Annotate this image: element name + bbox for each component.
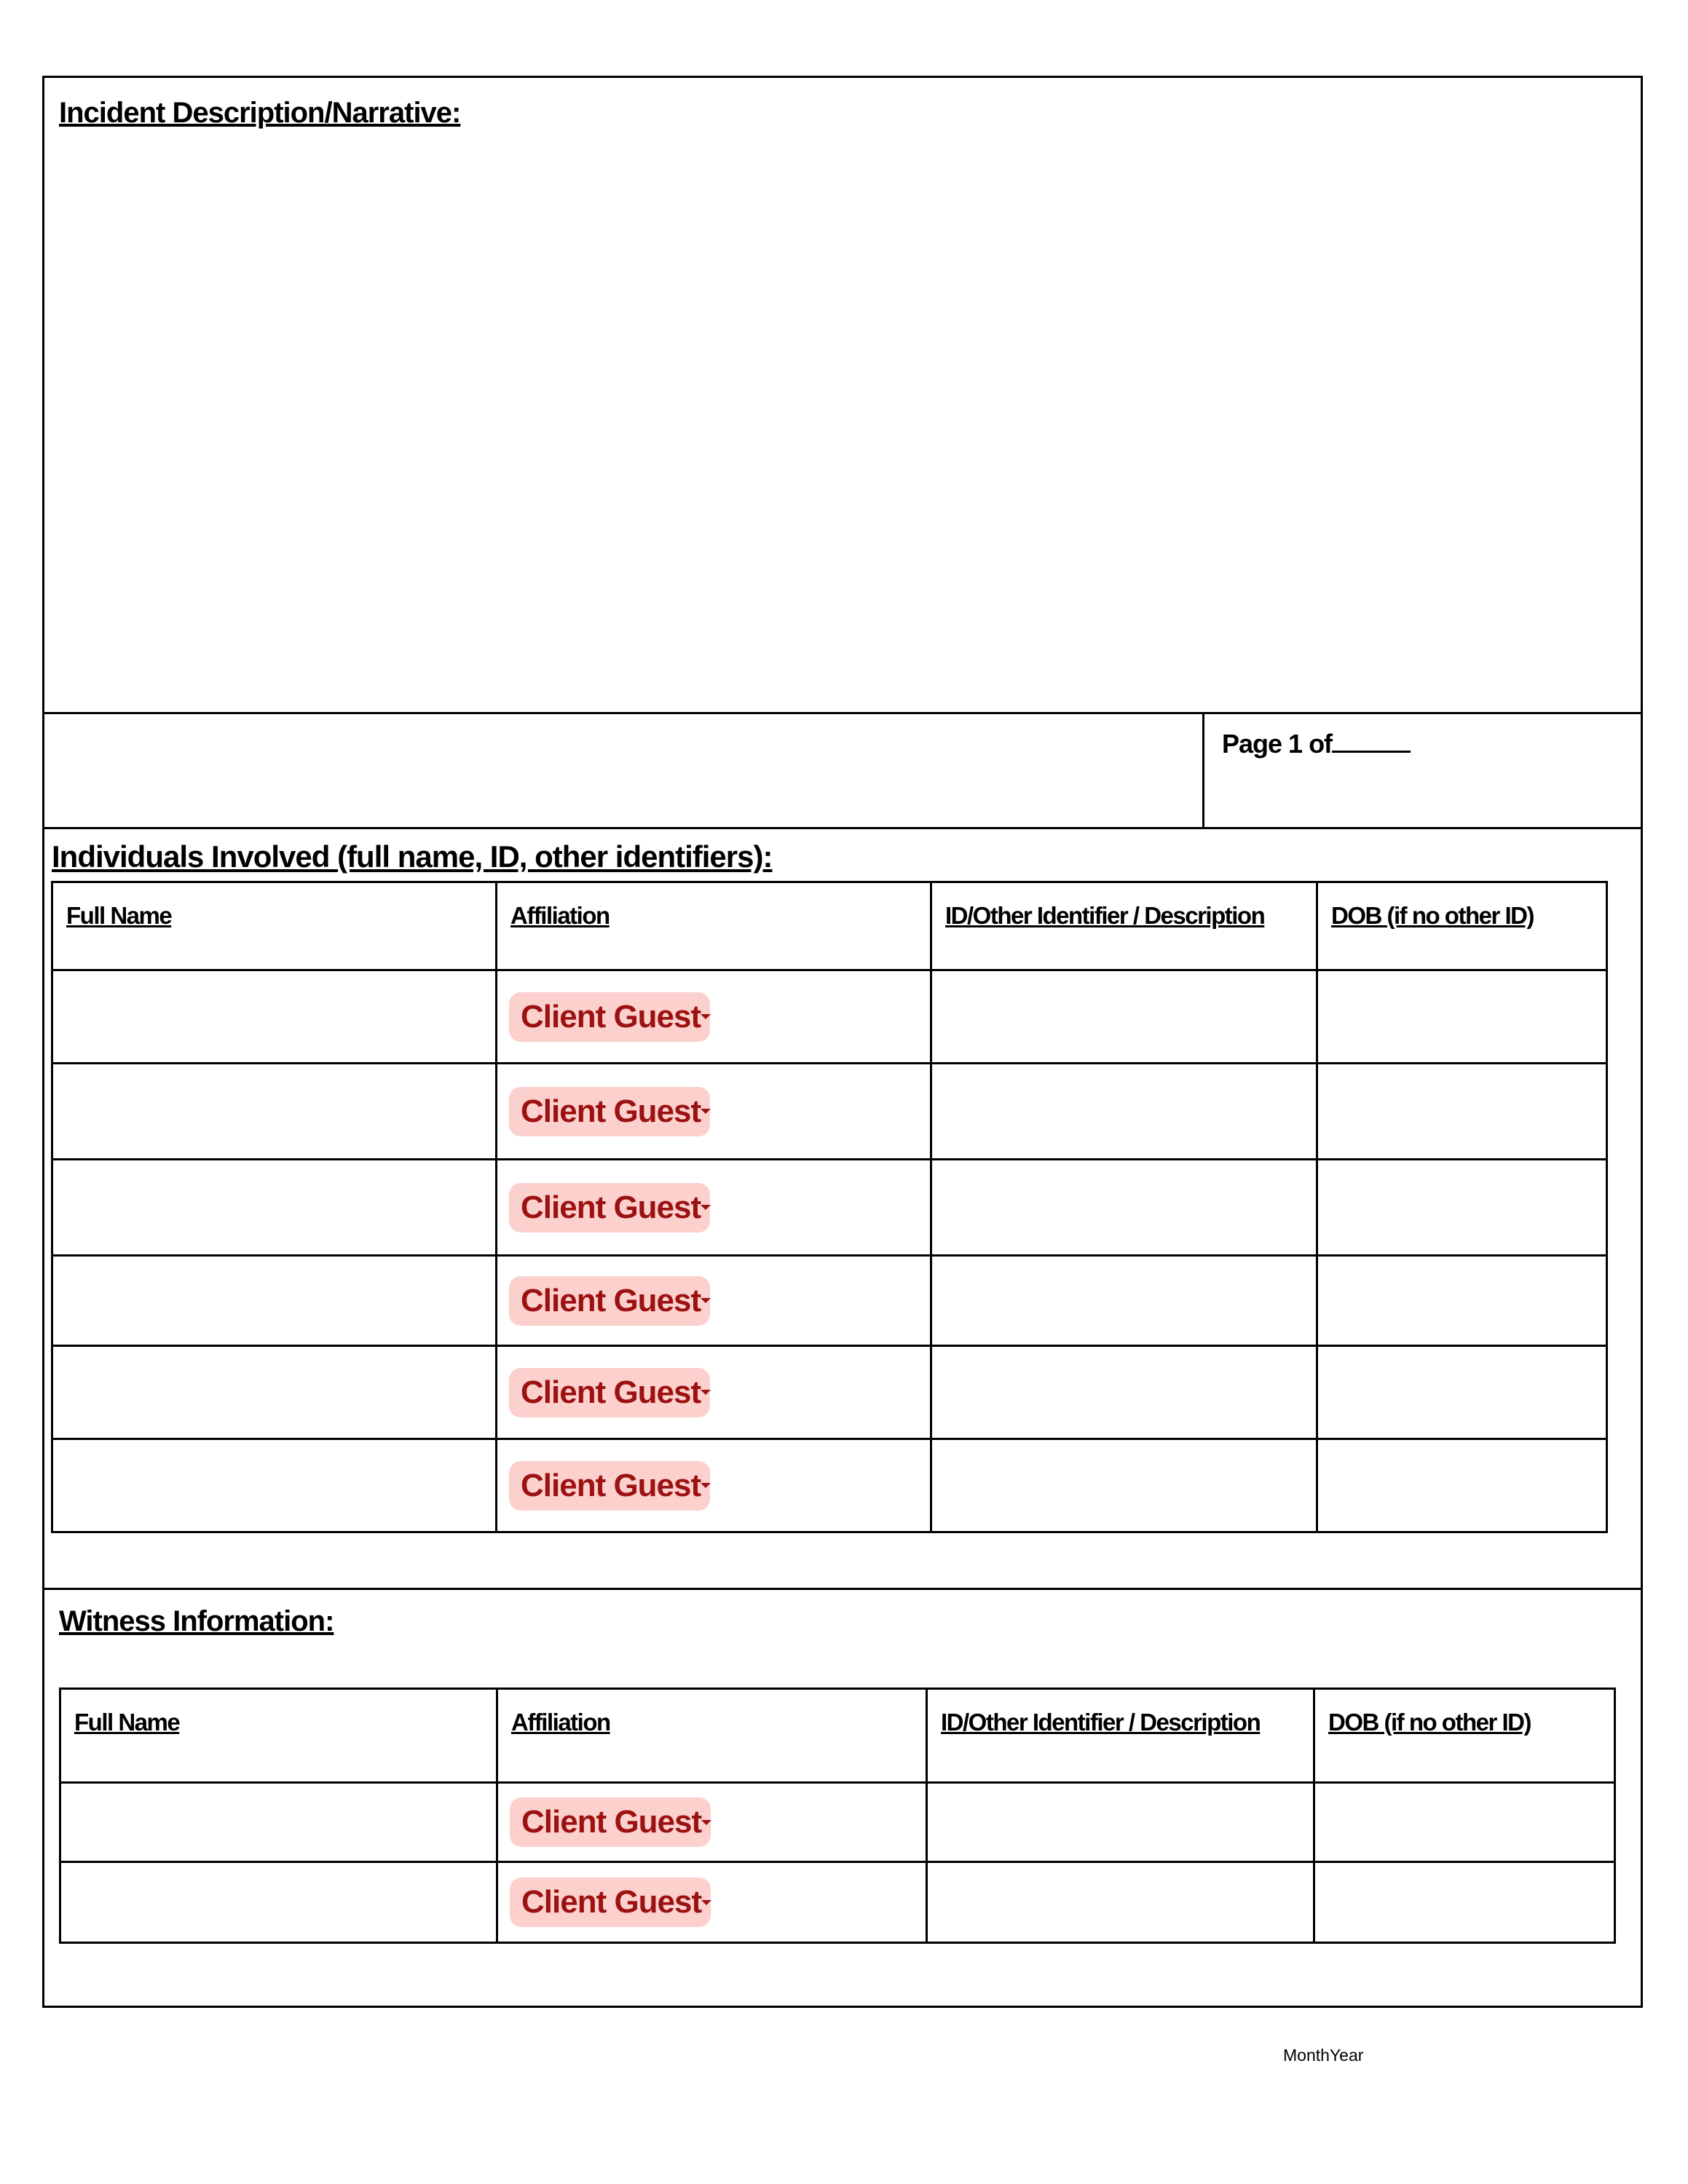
column-header-affiliation: Affiliation: [510, 902, 610, 929]
col-header-cell: [927, 1689, 1314, 1783]
dropdown-caret-icon: [701, 1205, 711, 1210]
identifier-cell[interactable]: [927, 1783, 1314, 1862]
identifier-cell[interactable]: [931, 1064, 1317, 1160]
witness-heading: Witness Information:: [59, 1605, 334, 1637]
page-number-label: Page 1 of: [1222, 729, 1411, 759]
table-header-row: [60, 1689, 1615, 1783]
full-name-cell[interactable]: [60, 1783, 497, 1862]
col-header-cell: [1314, 1689, 1615, 1783]
full-name-cell[interactable]: [52, 1439, 497, 1532]
column-header-affiliation: Affiliation: [511, 1709, 610, 1736]
affiliation-value: Client Guest: [521, 1374, 701, 1410]
table-row: [60, 1862, 1615, 1943]
dob-cell[interactable]: [1317, 1346, 1607, 1439]
full-name-cell[interactable]: [52, 1064, 497, 1160]
identifier-cell[interactable]: [931, 970, 1317, 1064]
affiliation-value: Client Guest: [521, 1189, 701, 1225]
col-header-cell: [52, 882, 497, 970]
affiliation-dropdown[interactable]: [509, 992, 710, 1042]
dropdown-caret-icon: [701, 1109, 711, 1114]
signature-area[interactable]: [44, 714, 1202, 827]
col-header-cell: [1317, 882, 1607, 970]
affiliation-cell: [497, 970, 931, 1064]
affiliation-value: Client Guest: [521, 1093, 701, 1129]
affiliation-value: Client Guest: [521, 1804, 702, 1840]
dob-cell[interactable]: [1317, 1439, 1607, 1532]
individuals-heading: Individuals Involved (full name, ID, other identifiers):: [52, 839, 773, 874]
column-header-dob: DOB (if no other ID): [1328, 1709, 1531, 1736]
affiliation-value: Client Guest: [521, 1282, 701, 1318]
affiliation-cell: [497, 1160, 931, 1256]
affiliation-value: Client Guest: [521, 998, 701, 1034]
dob-cell[interactable]: [1317, 1160, 1607, 1256]
affiliation-cell: [497, 1439, 931, 1532]
full-name-cell[interactable]: [52, 1256, 497, 1346]
individuals-bottom-divider: [44, 1588, 1641, 1590]
affiliation-dropdown[interactable]: [510, 1797, 711, 1847]
dropdown-caret-icon: [701, 1483, 711, 1488]
affiliation-dropdown[interactable]: [509, 1276, 710, 1326]
table-row: [52, 970, 1607, 1064]
table-row: [52, 1346, 1607, 1439]
affiliation-cell: [497, 1783, 927, 1862]
full-name-cell[interactable]: [60, 1862, 497, 1943]
dropdown-caret-icon: [701, 1900, 711, 1905]
page-row-bottom-divider: [44, 827, 1641, 829]
identifier-cell[interactable]: [931, 1256, 1317, 1346]
dob-cell[interactable]: [1317, 1064, 1607, 1160]
individuals-table: [51, 881, 1608, 1533]
col-header-cell: [931, 882, 1317, 970]
affiliation-dropdown[interactable]: [509, 1461, 710, 1511]
affiliation-value: Client Guest: [521, 1467, 701, 1503]
dob-cell[interactable]: [1314, 1862, 1615, 1943]
column-header-dob: DOB (if no other ID): [1331, 902, 1534, 929]
incident-form-frame: [42, 76, 1643, 2008]
affiliation-value: Client Guest: [521, 1884, 702, 1920]
affiliation-cell: [497, 1346, 931, 1439]
col-header-cell: [60, 1689, 497, 1783]
column-header-identifier: ID/Other Identifier / Description: [941, 1709, 1261, 1736]
affiliation-cell: [497, 1064, 931, 1160]
narrative-heading: Incident Description/Narrative:: [59, 97, 461, 129]
col-header-cell: [497, 882, 931, 970]
footer-month-year: MonthYear: [1283, 2046, 1364, 2065]
dob-cell[interactable]: [1317, 970, 1607, 1064]
dropdown-caret-icon: [701, 1390, 711, 1395]
dob-cell[interactable]: [1314, 1783, 1615, 1862]
column-header-full-name: Full Name: [74, 1709, 180, 1736]
column-header-identifier: ID/Other Identifier / Description: [945, 902, 1265, 929]
affiliation-dropdown[interactable]: [509, 1087, 710, 1136]
table-row: [52, 1256, 1607, 1346]
page-box-divider: [1202, 712, 1204, 827]
page-total-blank[interactable]: [1332, 729, 1411, 753]
identifier-cell[interactable]: [931, 1160, 1317, 1256]
affiliation-dropdown[interactable]: [509, 1368, 710, 1417]
full-name-cell[interactable]: [52, 1160, 497, 1256]
narrative-text-area[interactable]: [44, 151, 1641, 711]
dropdown-caret-icon: [701, 1298, 711, 1303]
table-row: [60, 1783, 1615, 1862]
table-row: [52, 1439, 1607, 1532]
identifier-cell[interactable]: [931, 1346, 1317, 1439]
dropdown-caret-icon: [701, 1014, 711, 1019]
table-row: [52, 1064, 1607, 1160]
affiliation-dropdown[interactable]: [510, 1878, 711, 1927]
table-row: [52, 1160, 1607, 1256]
identifier-cell[interactable]: [927, 1862, 1314, 1943]
affiliation-cell: [497, 1256, 931, 1346]
dropdown-caret-icon: [701, 1820, 711, 1825]
full-name-cell[interactable]: [52, 1346, 497, 1439]
identifier-cell[interactable]: [931, 1439, 1317, 1532]
col-header-cell: [497, 1689, 927, 1783]
table-header-row: [52, 882, 1607, 970]
witness-table: [59, 1688, 1616, 1944]
affiliation-dropdown[interactable]: [509, 1183, 710, 1233]
column-header-full-name: Full Name: [66, 902, 172, 929]
affiliation-cell: [497, 1862, 927, 1943]
dob-cell[interactable]: [1317, 1256, 1607, 1346]
full-name-cell[interactable]: [52, 970, 497, 1064]
